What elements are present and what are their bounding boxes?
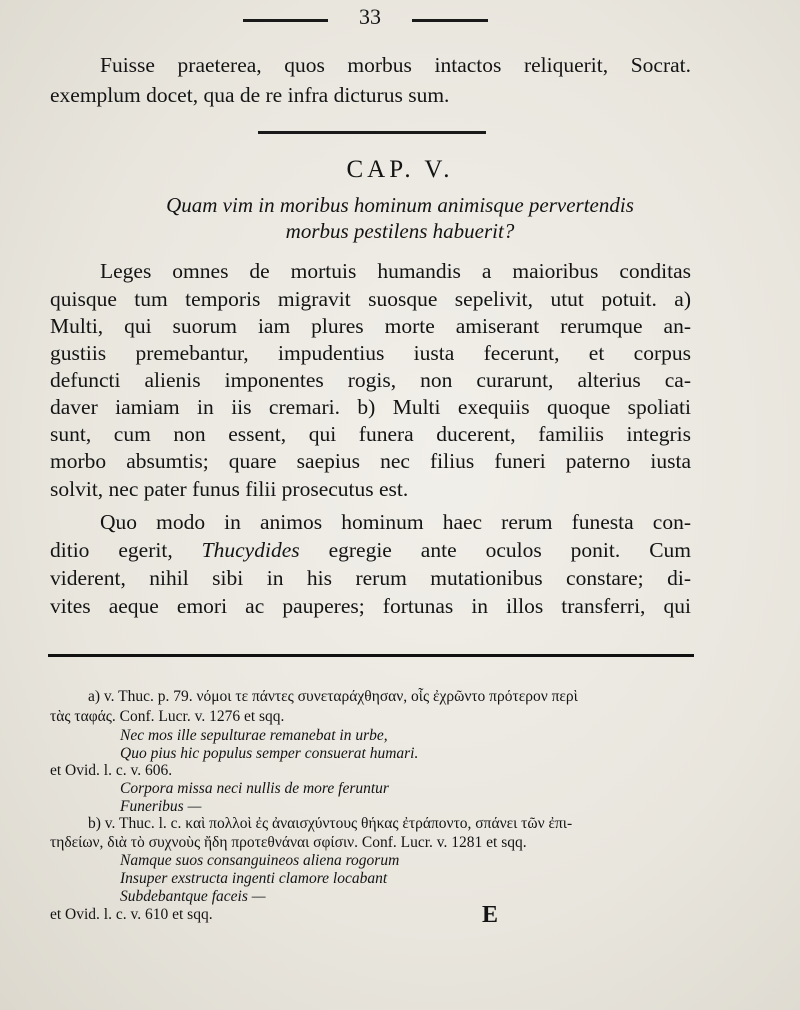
chapter-subtitle-line-2: morbus pestilens habuerit?: [285, 219, 515, 243]
footnote-a-verse-4: Funeribus —: [120, 798, 202, 815]
chapter-title: CAP. V.: [346, 156, 454, 183]
footnote-a-verse-3: Corpora missa neci nullis de more feruntur: [120, 780, 389, 797]
paragraph1-line-2: quisque tum temporis migravit suosque sepelivit, utut potuit. a): [50, 287, 691, 311]
paragraph1-line-7: sunt, cum non essent, qui funera ducerent, familiis integris: [50, 422, 691, 446]
intro-line-1: Fuisse praeterea, quos morbus intactos reliquerit, Socrat.: [100, 53, 691, 77]
running-header: [0, 4, 800, 34]
footnote-b-line-3: et Ovid. l. c. v. 610 et sqq.: [50, 906, 213, 923]
footnote-b-verse-2: Insuper exstructa ingenti clamore locabant: [120, 870, 388, 887]
intro-line-2: exemplum docet, qua de re infra dicturus sum.: [50, 83, 450, 107]
footnote-a-line-2: τὰς ταφάς. Conf. Lucr. v. 1276 et sqq.: [50, 708, 285, 725]
chapter-subtitle-line-1: Quam vim in moribus hominum animisque pervertendis: [166, 193, 634, 217]
footnote-a-verse-2: Quo pius hic populus semper consuerat humari.: [120, 745, 419, 762]
paragraph2-line-3: viderent, nihil sibi in his rerum mutationibus constare; di-: [50, 566, 691, 590]
footnote-b-line-2: τηδείων, διὰ τὸ συχνοὺς ἤδη προτεθνάναι σφίσιν. Conf. Lucr. v. 1281 et sqq.: [50, 834, 527, 851]
footnote-b-line-1: b) v. Thuc. l. c. καὶ πολλοὶ ἐς ἀναισχύντους θήκας ἐτράποντο, σπάνει τῶν ἐπι-: [88, 815, 573, 832]
footnote-a-verse-1: Nec mos ille sepulturae remanebat in urbe,: [120, 727, 388, 744]
paragraph2-line-4: vites aeque emori ac pauperes; fortunas in illos transferri, qui: [50, 594, 691, 618]
page-number: 33: [359, 4, 381, 29]
header-rule-right: [412, 19, 488, 22]
paragraph2-line-1: Quo modo in animos hominum haec rerum funesta con-: [100, 510, 691, 534]
paragraph1-line-1: Leges omnes de mortuis humandis a maioribus conditas: [100, 259, 691, 283]
paragraph1-line-3: Multi, qui suorum iam plures morte amiserant rerumque an-: [50, 314, 691, 338]
paragraph1-line-6: daver iamiam in iis cremari. b) Multi exequiis quoque spoliati: [50, 395, 691, 419]
signature-mark: E: [482, 902, 499, 928]
footnote-separator: [48, 654, 694, 657]
header-rule-left: [243, 19, 328, 22]
footnote-a-line-1: a) v. Thuc. p. 79. νόμοι τε πάντες συνεταράχθησαν, οἷς ἐχρῶντο πρότερον περὶ: [88, 688, 578, 705]
section-divider: [258, 131, 486, 134]
author-name-thucydides: Thucydides: [201, 538, 300, 562]
paragraph1-line-9: solvit, nec pater funus filii prosecutus est.: [50, 477, 409, 501]
footnote-a-line-3: et Ovid. l. c. v. 606.: [50, 762, 173, 779]
footnote-b-verse-1: Namque suos consanguineos aliena rogorum: [120, 852, 400, 869]
paragraph2-line-2: ditio egerit, Thucydides egregie ante oculos ponit. Cum: [50, 538, 691, 562]
paragraph1-line-5: defuncti alienis imponentes rogis, non curarunt, alterius ca-: [50, 368, 691, 392]
paragraph1-line-4: gustiis premebantur, impudentius iusta fecerunt, et corpus: [50, 341, 691, 365]
paragraph1-line-8: morbo absumtis; quare saepius nec filius funeri paterno iusta: [50, 449, 691, 473]
footnote-b-verse-3: Subdebantque faceis —: [120, 888, 266, 905]
